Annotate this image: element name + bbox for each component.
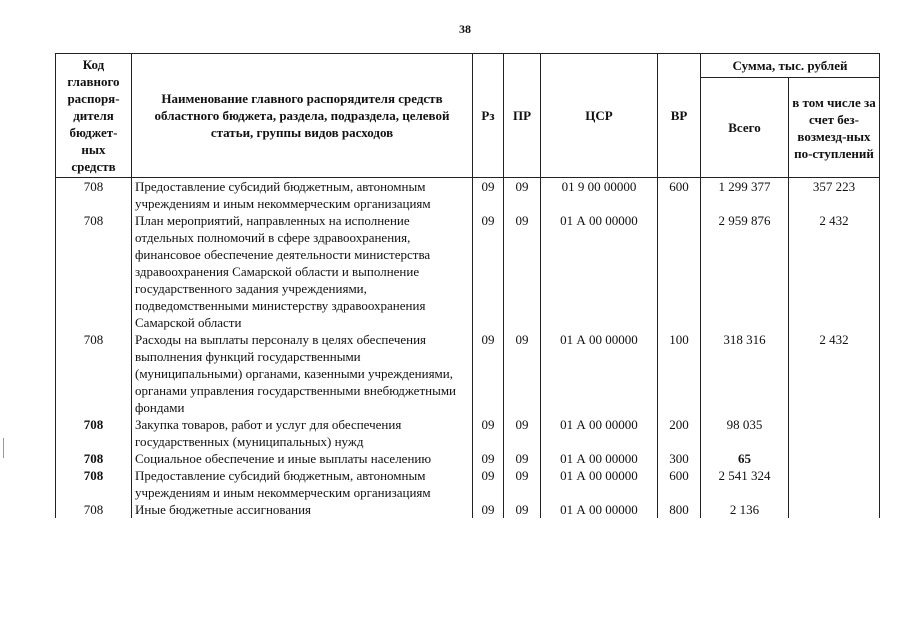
table-row (56, 212, 880, 331)
row-rz: 09 (473, 501, 504, 518)
row-name: Социальное обеспечение и иные выплаты населению (132, 450, 473, 467)
row-vr (658, 212, 701, 331)
table-row (56, 331, 880, 416)
header-pr: ПР (504, 54, 541, 178)
row-total: 318 316 (701, 331, 789, 416)
row-name: Иные бюджетные ассигнования (132, 501, 473, 518)
row-code: 708 (56, 416, 132, 450)
table-row (56, 501, 880, 518)
header-vr: ВР (658, 54, 701, 178)
row-incl: 2 432 (789, 331, 880, 416)
row-incl (789, 467, 880, 501)
row-rz: 09 (473, 212, 504, 331)
row-pr: 09 (504, 501, 541, 518)
row-vr: 800 (658, 501, 701, 518)
row-incl (789, 450, 880, 467)
row-code: 708 (56, 212, 132, 331)
row-name: Расходы на выплаты персоналу в целях обеспечения выполнения функций государственными (муниципальными) органами, казенными учреждениями, органами управления государственными внебюджетными фондами (132, 331, 473, 416)
row-code: 708 (56, 450, 132, 467)
row-pr: 09 (504, 212, 541, 331)
row-pr: 09 (504, 331, 541, 416)
header-name: Наименование главного распорядителя средств областного бюджета, раздела, подраздела, целевой статьи, группы видов расходов (132, 54, 473, 178)
row-pr: 09 (504, 178, 541, 213)
row-code: 708 (56, 178, 132, 213)
row-incl (789, 501, 880, 518)
header-code: Код главного распоря-дителя бюджет-ных средств (56, 54, 132, 178)
row-rz: 09 (473, 450, 504, 467)
row-rz: 09 (473, 331, 504, 416)
row-total: 65 (701, 450, 789, 467)
row-pr: 09 (504, 416, 541, 450)
table-row (56, 450, 880, 467)
row-code: 708 (56, 331, 132, 416)
row-rz: 09 (473, 416, 504, 450)
row-csr: 01 А 00 00000 (541, 501, 658, 518)
row-total: 1 299 377 (701, 178, 789, 213)
header-sum: Сумма, тыс. рублей (701, 54, 880, 78)
row-incl (789, 416, 880, 450)
header-csr: ЦСР (541, 54, 658, 178)
row-vr: 200 (658, 416, 701, 450)
header-rz: Рз (473, 54, 504, 178)
row-name: Предоставление субсидий бюджетным, автономным учреждениям и иным некоммерческим организациям (132, 178, 473, 213)
row-name: Закупка товаров, работ и услуг для обеспечения государственных (муниципальных) нужд (132, 416, 473, 450)
row-csr: 01 А 00 00000 (541, 416, 658, 450)
page-number: 38 (459, 22, 471, 36)
row-total: 2 959 876 (701, 212, 789, 331)
row-pr: 09 (504, 467, 541, 501)
row-total: 2 541 324 (701, 467, 789, 501)
row-csr: 01 А 00 00000 (541, 212, 658, 331)
row-csr: 01 А 00 00000 (541, 331, 658, 416)
budget-table (55, 53, 880, 518)
row-code: 708 (56, 467, 132, 501)
row-vr: 300 (658, 450, 701, 467)
row-vr: 100 (658, 331, 701, 416)
row-total: 2 136 (701, 501, 789, 518)
header-total: Всего (701, 78, 789, 178)
row-csr: 01 9 00 00000 (541, 178, 658, 213)
table-row (56, 416, 880, 450)
table-row (56, 467, 880, 501)
row-name: Предоставление субсидий бюджетным, автономным учреждениям и иным некоммерческим организациям (132, 467, 473, 501)
table-header (56, 54, 880, 178)
row-rz: 09 (473, 467, 504, 501)
row-total: 98 035 (701, 416, 789, 450)
row-pr: 09 (504, 450, 541, 467)
row-csr: 01 А 00 00000 (541, 450, 658, 467)
table-row (56, 178, 880, 213)
row-code: 708 (56, 501, 132, 518)
row-vr: 600 (658, 178, 701, 213)
header-incl: в том числе за счет без-возмезд-ных по-ступлений (789, 78, 880, 178)
row-rz: 09 (473, 178, 504, 213)
row-incl: 357 223 (789, 178, 880, 213)
row-name: План мероприятий, направленных на исполнение отдельных полномочий в сфере здравоохранения, финансовое обеспечение деятельности министерства здравоохранения Самарской области и выполнение государственного задания учреждениями, подведомственными министерству здравоохранения Самарской области (132, 212, 473, 331)
row-csr: 01 А 00 00000 (541, 467, 658, 501)
row-vr: 600 (658, 467, 701, 501)
margin-mark (3, 438, 4, 458)
row-incl: 2 432 (789, 212, 880, 331)
